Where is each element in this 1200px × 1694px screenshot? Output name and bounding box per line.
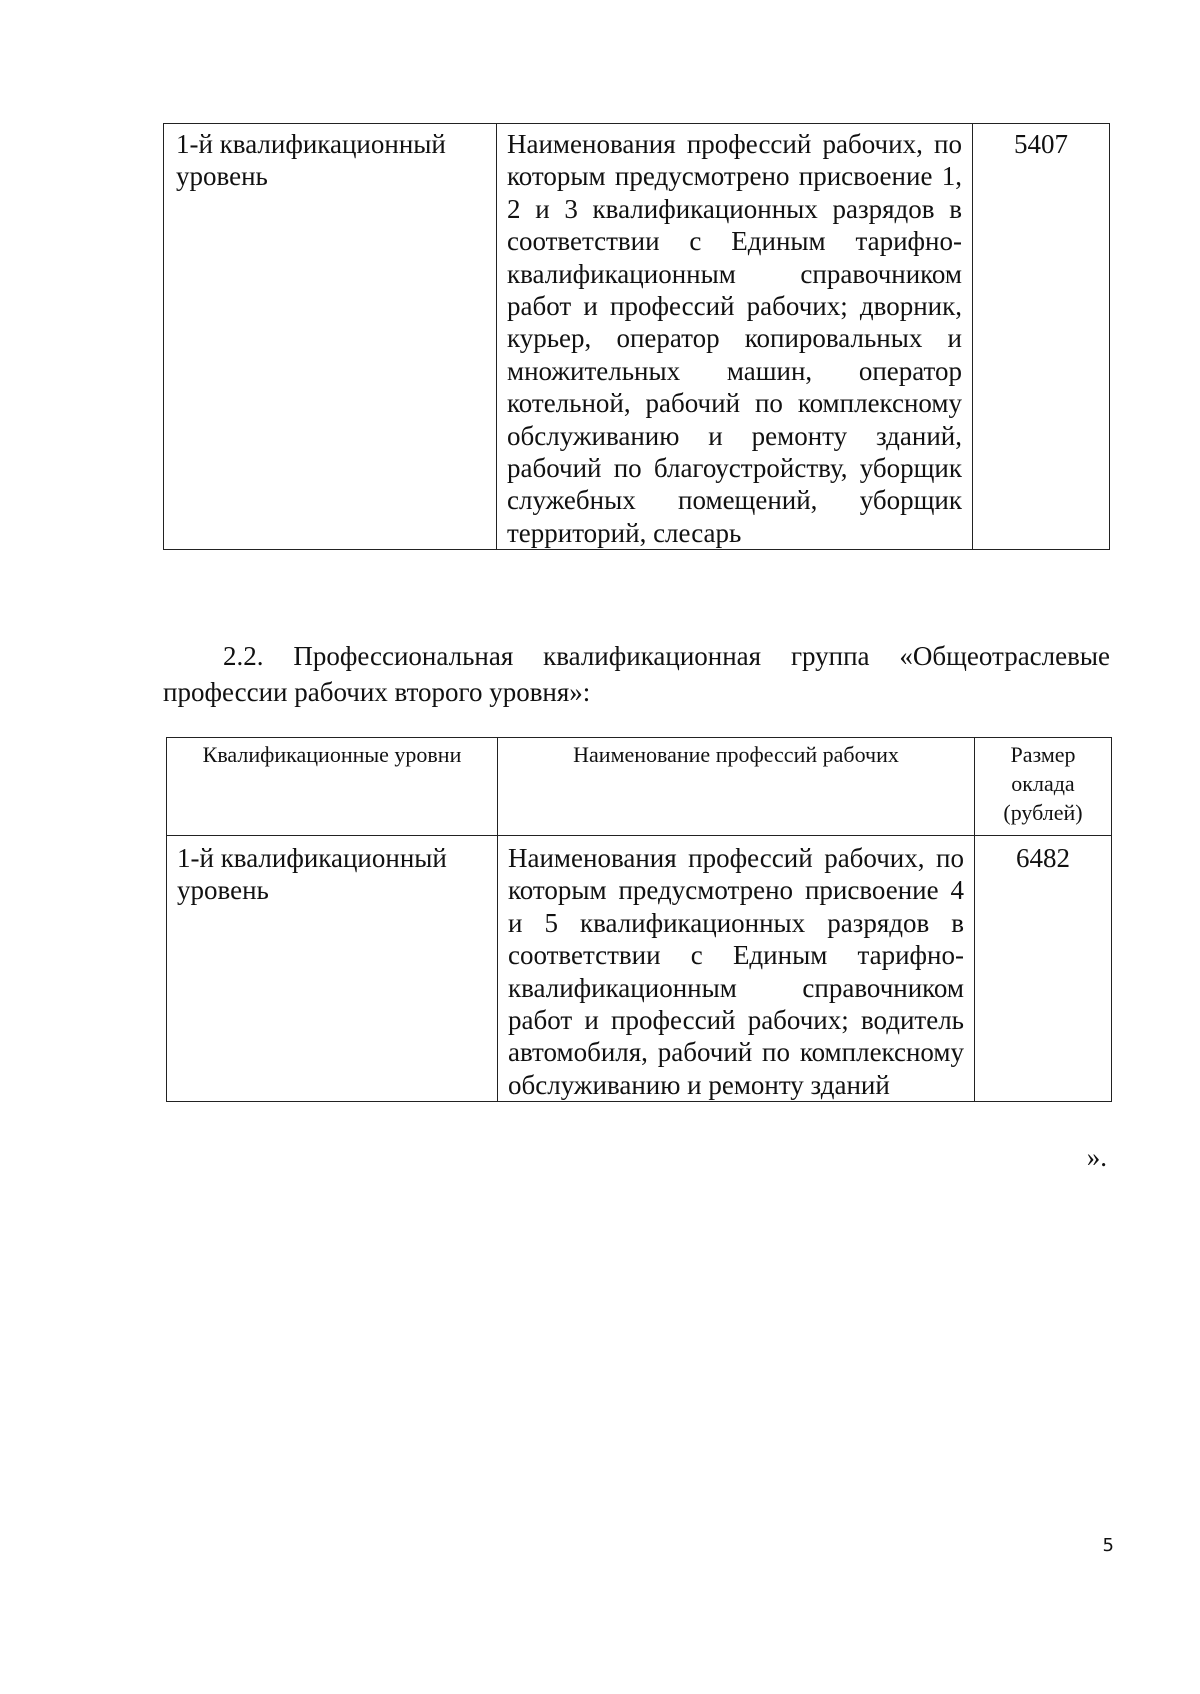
closing-quote-mark: ». [1086, 1142, 1107, 1172]
qualification-level-cell: 1-й квалификационный уровень [167, 836, 498, 1102]
header-salary: Размер оклада (рублей) [975, 738, 1112, 836]
professions-cell: Наименования профессий рабочих, по которым предусмотрено присвоение 4 и 5 квалификационных разрядов в соответствии с Единым тарифно-квалификационным справочником работ и профессий рабочих; водитель автомобиля, рабочий по комплексному обслуживанию и ремонту зданий [498, 836, 975, 1102]
salary-table-second-level [166, 737, 1112, 1102]
salary-cell: 5407 [973, 124, 1110, 550]
table-row [167, 836, 1112, 1102]
page-number: 5 [1102, 1535, 1114, 1556]
salary-table-continuation [163, 123, 1110, 550]
header-qualification-levels: Квалификационные уровни [167, 738, 498, 836]
professions-cell: Наименования профессий рабочих, по которым предусмотрено присвоение 1, 2 и 3 квалификационных разрядов в соответствии с Единым тарифно-квалификационным справочником работ и профессий рабочих; дворник, курьер, оператор копировальных и множительных машин, оператор котельной, рабочий по комплексному обслуживанию и ремонту зданий, рабочий по благоустройству, уборщик служебных помещений, уборщик территорий, слесарь [497, 124, 973, 550]
section-heading: 2.2. Профессиональная квалификационная группа «Общеотраслевые профессии рабочих второго уровня»: [163, 641, 1110, 707]
header-profession-names: Наименование профессий рабочих [498, 738, 975, 836]
qualification-level-cell: 1-й квалификационный уровень [164, 124, 497, 550]
salary-cell: 6482 [975, 836, 1112, 1102]
table-row [164, 124, 1110, 550]
table-header-row [167, 738, 1112, 836]
